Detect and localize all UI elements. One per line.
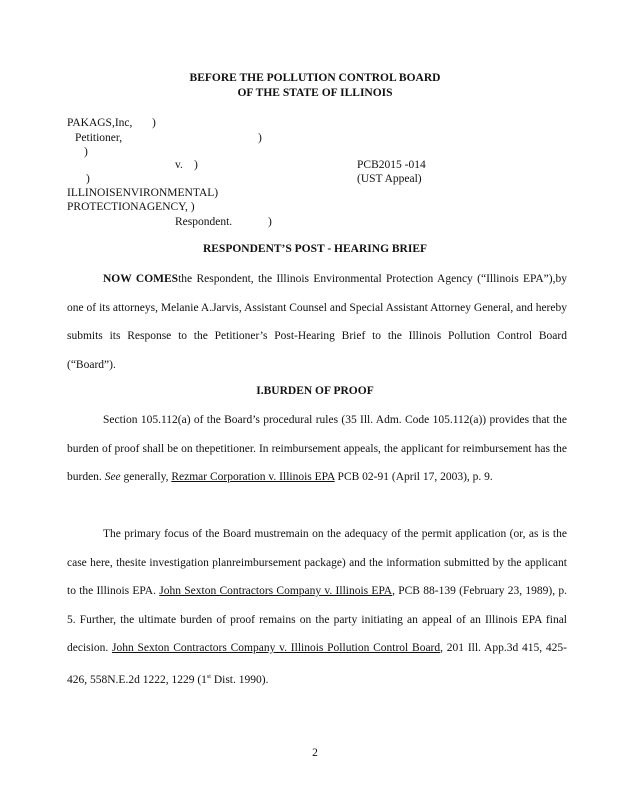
case-citation-sexton-pcb: John Sexton Contractors Company v. Illinois Pollution Control Board [111,642,441,654]
court-name-line1: BEFORE THE POLLUTION CONTROL BOARD [189,72,441,84]
case-type: (UST Appeal) [357,173,422,185]
case-citation-rezmar: Rezmar Corporation v. Illinois EPA [171,471,335,483]
caption-paren: ) [152,117,156,129]
para2-text-d: Dist. 1990). [213,673,269,686]
para1-text-b: generally, [123,471,169,483]
caption-paren: ) [258,132,262,144]
para2-text-c: , 201 Ill. App.3d 415, 425-426, 558N.E.2d 1222, 1229 (1 [67,642,567,686]
intro-text: the Respondent, the Illinois Environmental Protection Agency (“Illinois EPA”),by one of its attorneys, Melanie A.Jarvis, Assistant Counsel and Special Assistant Attorney General, and hereby submits its Response to the Petitioner’s Post-Hearing Brief to the Illinois Pollution Control Board (“Board”). [67,273,567,371]
caption-paren: ) [194,159,198,171]
caption-paren: ) [268,216,272,228]
versus-label: v. [175,159,183,171]
intro-paragraph [67,265,567,379]
case-number: PCB2015 -014 [357,159,426,171]
para1-text-a: Section 105.112(a) of the Board’s procedural rules (35 Ill. Adm. Code 105.112(a)) provides that the burden of proof shall be on thepetitioner. In reimbursement appeals, the applicant for reimbursement has the burden. [67,414,567,483]
page-number: 2 [312,747,318,759]
intro-lead: NOW COMES [103,273,179,285]
respondent-role: Respondent. [175,216,233,228]
respondent-name-line1: ILLINOISENVIRONMENTAL) [67,187,219,199]
para2-text-a: The primary focus of the Board mustremain on the adequacy of the permit application (or, as is the case here, thesite investigation planreimbursement package) and the information submitted by the applicant to the Illinois EPA. [67,528,567,597]
case-citation-sexton-epa: John Sexton Contractors Company v. Illinois EPA [159,585,393,597]
court-name-line2: OF THE STATE OF ILLINOIS [237,87,393,99]
see-signal: See [104,471,121,483]
brief-title: RESPONDENT’S POST - HEARING BRIEF [202,243,428,255]
burden-paragraph-2 [67,520,567,694]
para2-text-b: , PCB 88-139 (February 23, 1989), p. 5. Further, the ultimate burden of proof remains on the party initiating an appeal of an Illinois EPA final decision. [67,585,567,654]
caption-paren: ) [86,173,90,185]
ordinal-suffix: st [206,673,211,680]
caption-paren: ) [84,146,88,158]
section-heading: I.BURDEN OF PROOF [256,385,374,397]
burden-paragraph-1 [67,406,567,492]
petitioner-role: Petitioner, [75,132,123,144]
petitioner-name: PAKAGS,Inc, [67,117,133,129]
respondent-name-line2: PROTECTIONAGENCY, ) [67,201,195,213]
para1-text-c: PCB 02-91 (April 17, 2003), p. 9. [337,471,493,483]
